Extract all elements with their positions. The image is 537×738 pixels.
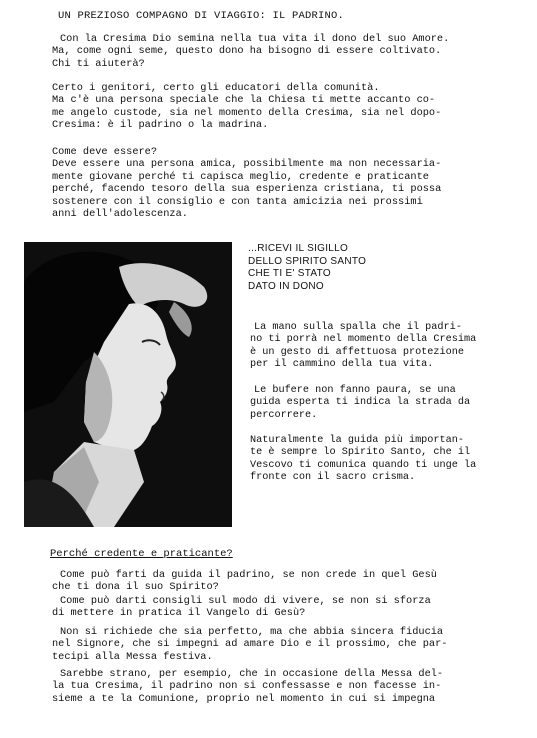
text-line: la tua Cresima, il padrino non si confessasse e non facesse in-	[52, 680, 442, 693]
section-heading: Perché credente e praticante?	[50, 548, 233, 560]
text-line: guida esperta ti indica la strada da	[250, 397, 471, 409]
portrait-illustration	[24, 242, 232, 527]
paragraph-intro	[52, 33, 522, 70]
text-line: Sarebbe strano, per esempio, che in occasione della Messa del-	[60, 668, 444, 680]
caption-line: CHE TI E' STATO	[248, 268, 331, 279]
text-line: La mano sulla spalla che il padri-	[254, 322, 462, 333]
portrait-photo	[24, 242, 232, 527]
paragraph-requirements	[52, 146, 522, 220]
text-line: Come deve essere?	[52, 146, 158, 158]
text-line: Con la Cresima Dio semina nella tua vita il dono del suo Amore.	[60, 33, 450, 45]
page-title: UN PREZIOSO COMPAGNO DI VIAGGIO: IL PADRINO.	[58, 10, 345, 22]
text-line: nel Signore, che si impegni ad amare Dio e il prossimo, che par-	[52, 638, 448, 651]
paragraph-guardians	[52, 82, 522, 132]
side-paragraph-spirit	[238, 435, 522, 484]
paragraph-example	[52, 668, 522, 705]
text-line: Certo i genitori, certo gli educatori della comunità.	[52, 82, 380, 94]
text-line: perché, facendo tesoro della sua esperienza cristiana, ti possa	[52, 183, 442, 196]
text-line: Naturalmente la guida più importan-	[250, 435, 464, 446]
text-line: Deve essere una persona amica, possibilmente ma non necessaria-	[52, 158, 442, 171]
text-line: no ti porrà nel momento della Cresima	[250, 334, 477, 346]
side-paragraph-storms	[238, 385, 526, 422]
text-line: mente giovane perché ti capisca meglio, credente e praticante	[52, 170, 429, 183]
text-line: fronte con il sacro crisma.	[250, 471, 416, 483]
photo-caption	[248, 243, 366, 293]
text-line: Chi ti aiuterà?	[52, 57, 145, 70]
text-line: Ma, come ogni seme, questo dono ha bisogno di essere coltivato.	[52, 45, 442, 58]
text-line: che ti dona il suo Spirito?	[52, 581, 219, 594]
text-line: per il cammino della tua vita.	[250, 358, 434, 370]
caption-line: ...RICEVI IL SIGILLO	[248, 243, 349, 254]
caption-line: DATO IN DONO	[248, 280, 325, 292]
text-line: Ma c'è una persona speciale che la Chiesa ti mette accanto co-	[52, 94, 436, 107]
paragraph-faith	[52, 569, 522, 594]
text-line: Le bufere non fanno paura, se una	[254, 385, 456, 396]
caption-line: DELLO SPIRITO SANTO	[248, 255, 367, 267]
text-line: Cresima: è il padrino o la madrina.	[52, 119, 269, 132]
paragraph-commitment	[52, 626, 522, 663]
text-line: te è sempre lo Spirito Santo, che il	[250, 447, 471, 459]
text-line: Come può farti da guida il padrino, se non crede in quel Gesù	[60, 569, 437, 581]
text-line: Non si richiede che sia perfetto, ma che abbia sincera fiducia	[60, 626, 444, 638]
text-line: Vescovo ti comunica quando ti unge la	[250, 459, 477, 471]
text-line: me angelo custode, sia nel momento della Cresima, sia nel dopo-	[52, 106, 442, 119]
text-line: tecipi alla Messa festiva.	[52, 650, 213, 663]
text-line: Come può darti consigli sul modo di vivere, se non si sforza	[60, 595, 431, 607]
text-line: di mettere in pratica il Vangelo di Gesù?	[52, 607, 306, 620]
text-line: è un gesto di affettuosa protezione	[250, 346, 464, 358]
text-line: anni dell'adolescenza.	[52, 208, 188, 221]
text-line: sostenere con il consiglio e con tanta amicizia nei prossimi	[52, 195, 423, 208]
side-paragraph-hand	[238, 322, 526, 371]
paragraph-advice	[52, 595, 522, 620]
text-line: sieme a te la Comunione, proprio nel momento in cui si impegna	[52, 692, 436, 705]
text-line: percorrere.	[250, 409, 318, 421]
